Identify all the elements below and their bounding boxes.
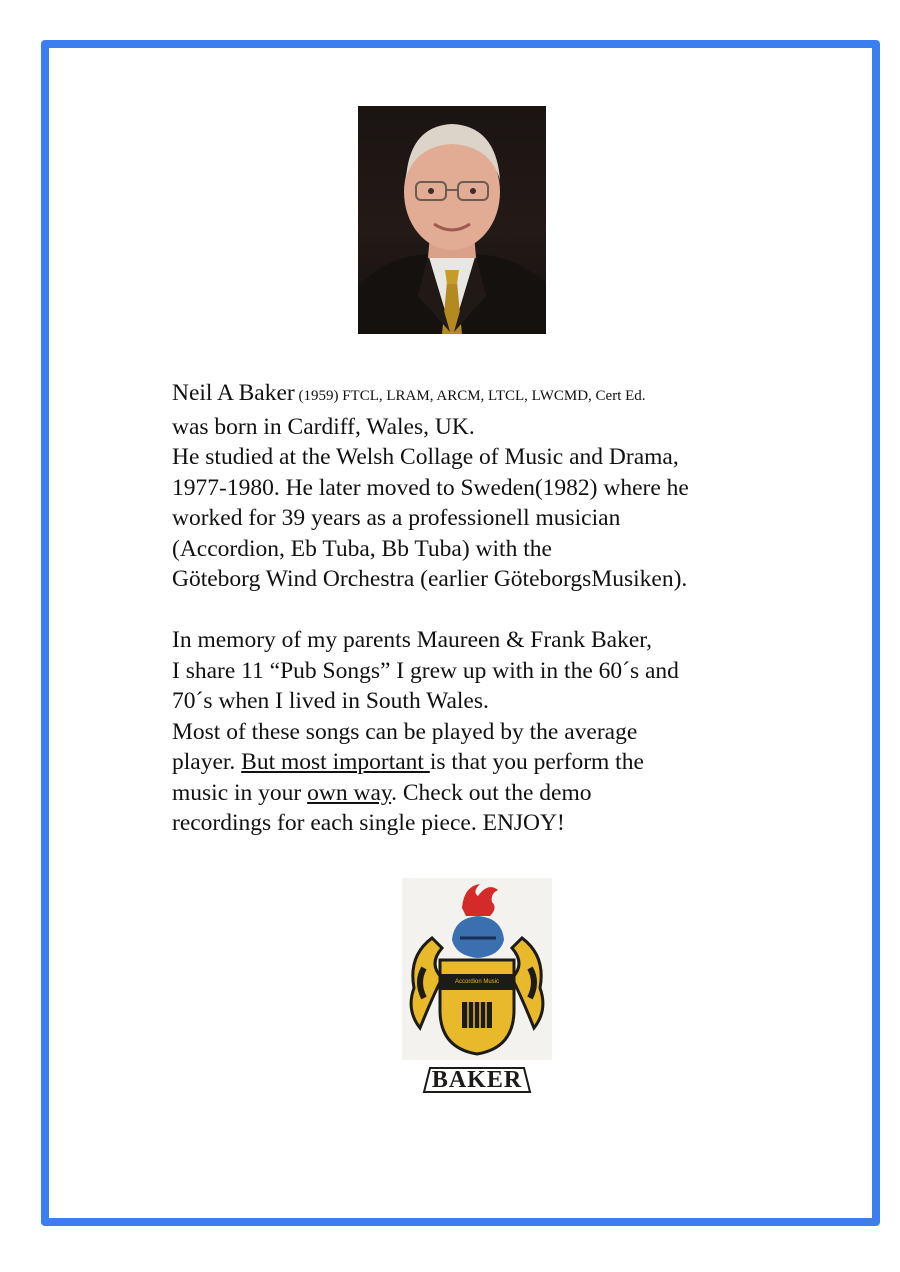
paragraph-gap: [172, 595, 812, 626]
memory-line: Most of these songs can be played by the average: [172, 718, 638, 745]
author-name: Neil A Baker: [172, 380, 295, 406]
text-segment: player.: [172, 749, 242, 775]
bio-line: 1977-1980. He later moved to Sweden(1982) where he: [172, 474, 689, 501]
bio-line: Göteborg Wind Orchestra (earlier GöteborgsMusiken).: [172, 566, 688, 592]
memory-line: [172, 747, 812, 778]
text-segment: . Check out the demo: [391, 779, 592, 806]
bio-line: (Accordion, Eb Tuba, Bb Tuba) with the: [172, 535, 552, 562]
memory-line: In memory of my parents Maureen & Frank Baker,: [172, 627, 653, 653]
memory-line: recordings for each single piece. ENJOY!: [172, 810, 565, 836]
portrait-photo: [358, 106, 546, 334]
bio-text: [172, 378, 812, 839]
bio-first-line: [172, 378, 812, 412]
accordion-icon: [462, 1002, 492, 1028]
portrait-illustration: [358, 106, 546, 334]
author-credentials: (1959) FTCL, LRAM, ARCM, LTCL, LWCMD, Cert Ed.: [294, 388, 646, 404]
memory-line: I share 11 “Pub Songs” I grew up with in the 60´s and: [172, 657, 679, 684]
bio-line: was born in Cardiff, Wales, UK.: [172, 413, 475, 440]
bio-line: worked for 39 years as a professionell musician: [172, 505, 621, 531]
crest-banner-name: BAKER: [431, 1067, 523, 1093]
underlined-phrase: own way: [307, 779, 392, 806]
memory-line: 70´s when I lived in South Wales.: [172, 688, 489, 714]
bio-line: He studied at the Welsh Collage of Music and Drama,: [172, 444, 679, 470]
shield-motto: Accordion Music: [454, 979, 499, 985]
text-segment: is that you perform the: [429, 749, 644, 775]
underlined-phrase: But most important: [241, 749, 430, 775]
memory-line: [172, 778, 812, 809]
baker-coat-of-arms: [402, 878, 552, 1102]
text-segment: music in your: [172, 779, 308, 806]
